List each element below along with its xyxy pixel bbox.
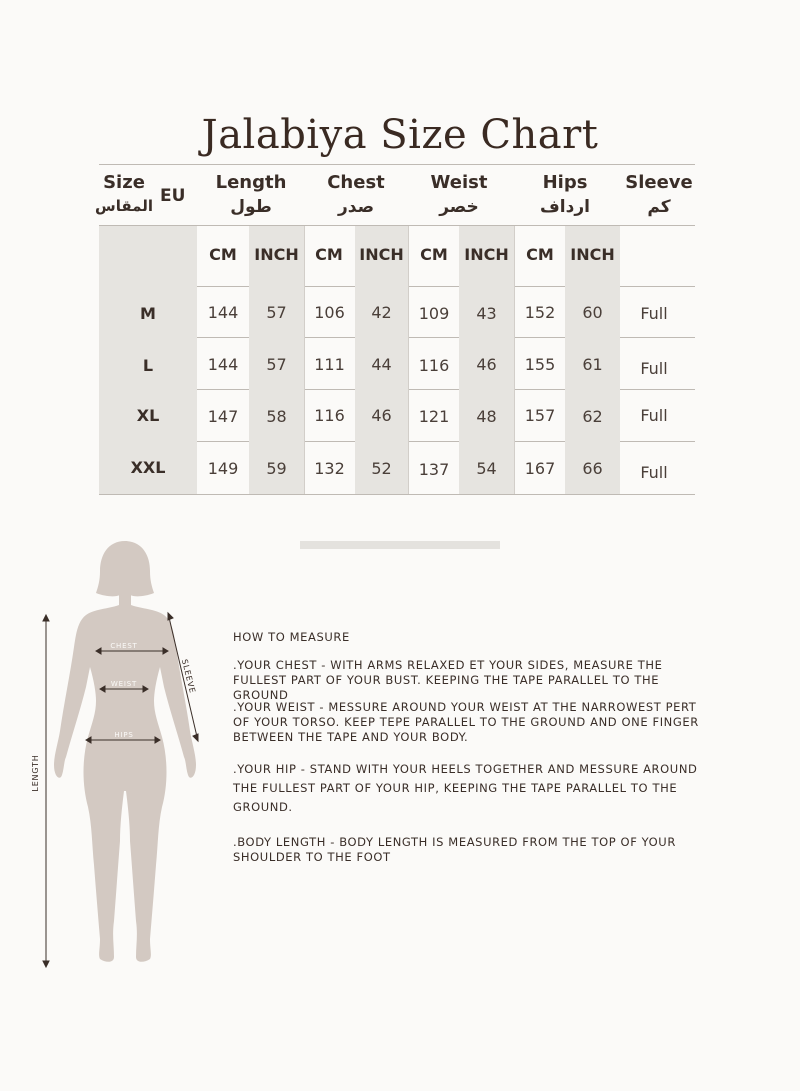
body-measurement-figure [20,535,220,975]
header-chest [310,172,402,217]
weist-inch: 54 [476,459,497,478]
unit-inch: INCH [359,245,404,264]
chest-inch: 46 [371,406,392,425]
weist-inch: 43 [476,304,497,323]
sleeve-value: Full [640,304,668,323]
row-size: L [142,356,154,375]
howto-heading: HOW TO MEASURE [233,630,350,644]
header-size-ar: المقاس [95,197,153,215]
sleeve-label: SLEEVE [179,658,198,695]
chest-cm: 111 [314,355,345,374]
howto-chest: .YOUR CHEST - WITH ARMS RELAXED ET YOUR SIDES, MEASURE THE FULLEST PART OF YOUR BUST. KEEPING THE TAPE PARALLEL TO THE GROUND [233,658,663,702]
header-length-ar: طول [230,197,272,217]
header-sleeve-label: Sleeve [625,172,693,193]
weist-cm: 137 [418,460,450,479]
chest-label: CHEST [110,642,138,650]
chest-cm: 106 [314,303,345,322]
hips-inch: 66 [582,459,603,478]
unit-cm: CM [420,245,448,264]
hips-inch: 60 [582,303,603,322]
length-cm: 144 [207,303,239,322]
header-hips-label: Hips [542,172,588,193]
header-chest-label: Chest [327,172,385,193]
length-cm: 147 [207,407,239,426]
chest-inch: 44 [371,355,392,374]
header-length [205,172,297,217]
row-size: XXL [130,458,166,477]
header-weist-ar: خصر [439,197,479,217]
divider-bar [300,541,500,549]
chest-cm: 116 [314,406,345,425]
hips-label: HIPS [114,731,134,739]
length-inch: 59 [266,459,287,478]
header-hips [519,172,611,217]
chest-cm: 132 [314,459,345,478]
sleeve-value: Full [640,406,668,425]
sleeve-value: Full [640,359,668,378]
header-weist-label: Weist [430,172,488,193]
unit-inch: INCH [570,245,615,264]
hips-inch: 62 [582,407,603,426]
howto-hip: .YOUR HIP - STAND WITH YOUR HEELS TOGETHER AND MESSURE AROUND THE FULLEST PART OF YOUR HIP, KEEPING THE TAPE PARALLEL TO THE GROUND. [233,762,698,814]
hips-inch: 61 [582,355,603,374]
table-top-rule [99,164,695,165]
weist-inch: 48 [476,407,497,426]
body-silhouette [54,541,196,962]
header-sleeve [620,172,698,217]
chest-inch: 52 [371,459,392,478]
weist-label: WEIST [110,680,138,688]
unit-cm: CM [526,245,554,264]
header-sleeve-ar: كم [647,197,671,217]
header-length-label: Length [215,172,287,193]
hips-cm: 155 [524,355,556,374]
weist-cm: 109 [418,304,450,323]
page-title: Jalabiya Size Chart [201,112,599,158]
length-cm: 144 [207,355,239,374]
weist-cm: 121 [418,407,450,426]
header-size [88,172,160,215]
header-eu: EU [160,186,186,206]
header-size-label: Size [103,172,145,193]
table-bottom-rule [99,494,695,495]
weist-inch: 46 [476,355,497,374]
header-weist [413,172,505,217]
howto-length: .BODY LENGTH - BODY LENGTH IS MEASURED FROM THE TOP OF YOUR SHOULDER TO THE FOOT [233,835,676,864]
row-size: M [140,304,156,323]
unit-inch: INCH [254,245,299,264]
row-size: XL [136,406,160,425]
length-inch: 57 [266,355,287,374]
length-inch: 57 [266,303,287,322]
hips-cm: 157 [524,406,556,425]
unit-cm: CM [315,245,343,264]
length-cm: 149 [207,459,239,478]
header-chest-ar: صدر [337,197,375,217]
unit-cm: CM [209,245,237,264]
unit-inch: INCH [464,245,509,264]
hips-cm: 152 [524,303,556,322]
sleeve-value: Full [640,463,668,482]
weist-cm: 116 [418,356,450,375]
chest-inch: 42 [371,303,392,322]
length-label: LENGTH [31,754,40,792]
howto-weist: .YOUR WEIST - MESSURE AROUND YOUR WEIST AT THE NARROWEST PERT OF YOUR TORSO. KEEP TEPE PARALLEL TO THE GROUND AND ONE FINGER BETWEEN THE TAPE AND YOUR BODY. [233,700,699,744]
header-hips-ar: ارداف [540,197,590,217]
hips-cm: 167 [524,459,556,478]
length-inch: 58 [266,407,287,426]
